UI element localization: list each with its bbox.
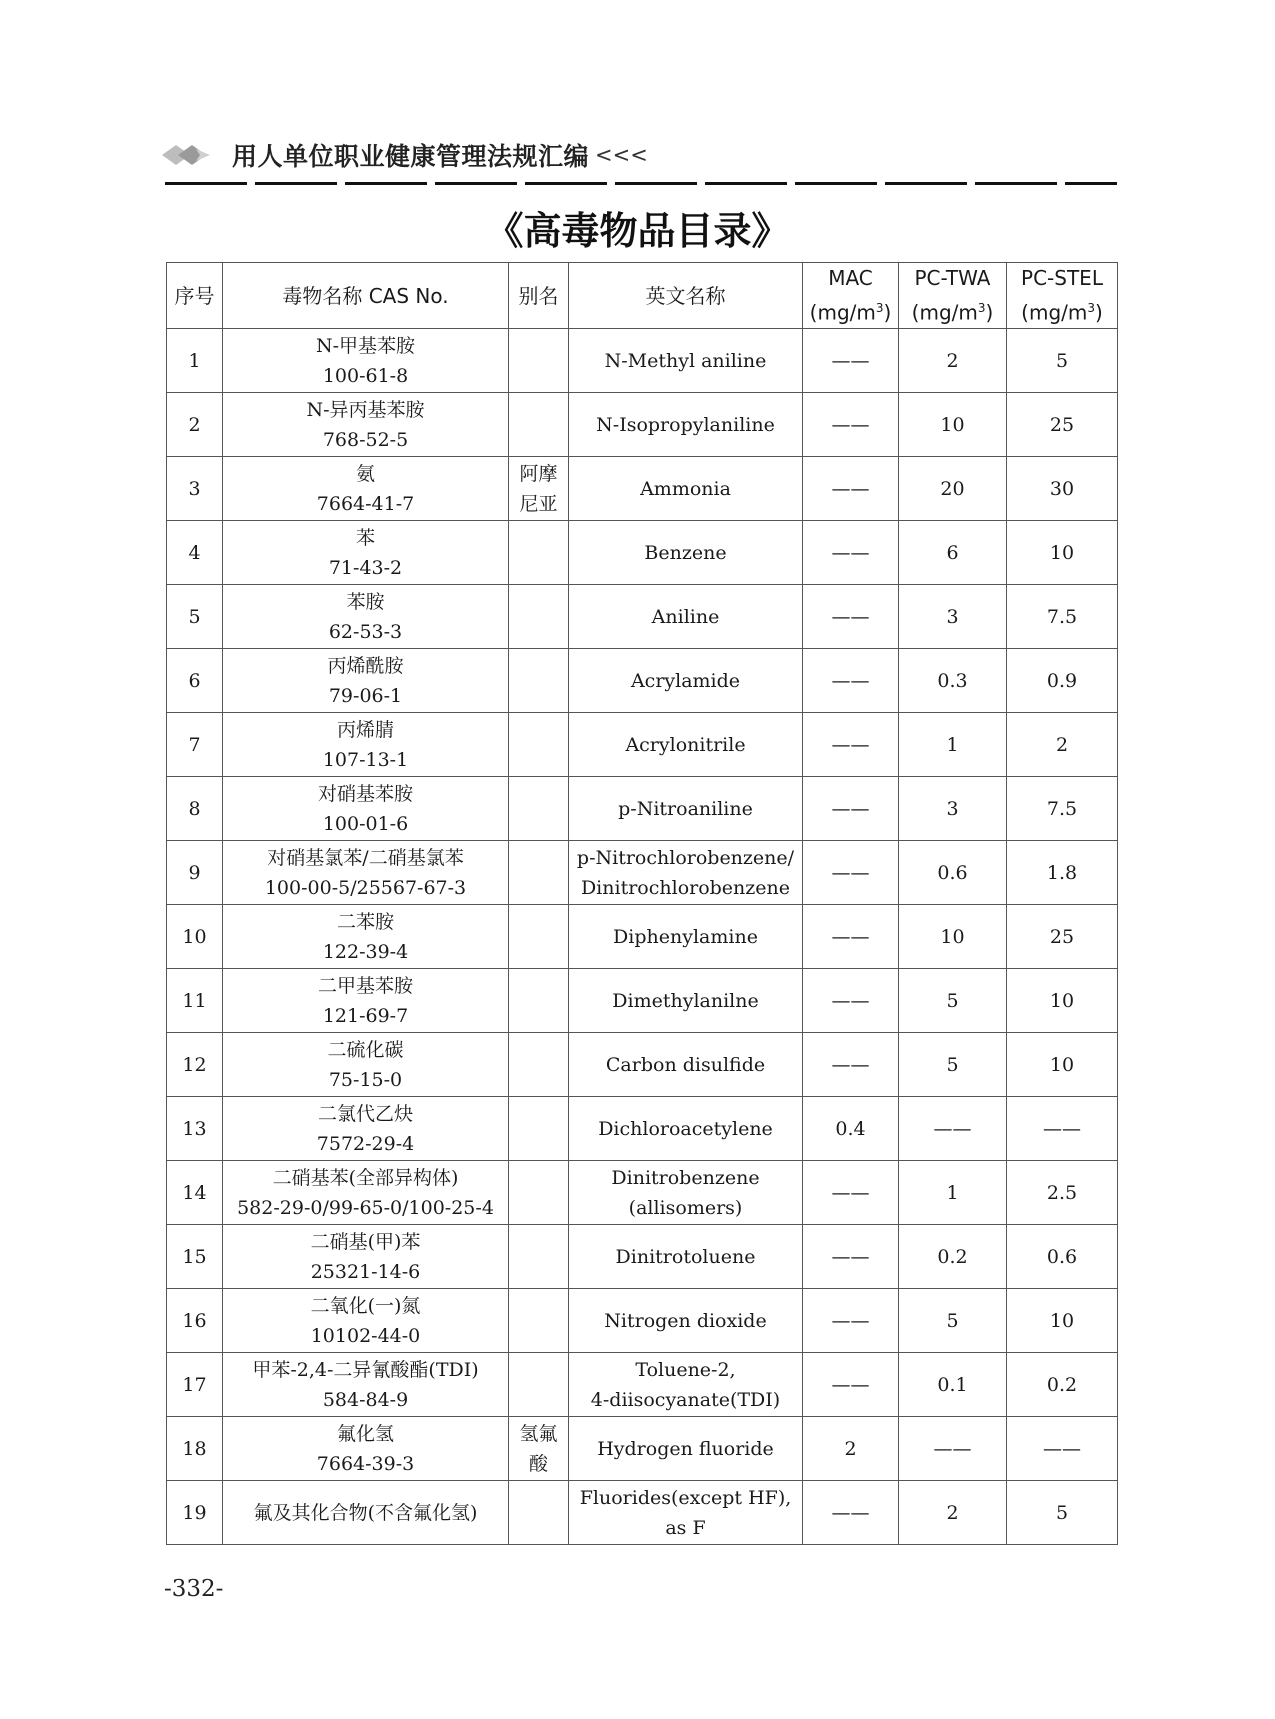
table-row — [167, 1289, 1118, 1353]
cell-seq: 1 — [167, 329, 223, 393]
cell-alias — [509, 777, 569, 841]
cell-name-cas — [223, 841, 509, 905]
cell-alias — [509, 969, 569, 1033]
cell-seq: 16 — [167, 1289, 223, 1353]
cell-english-name — [569, 393, 803, 457]
cas-number: 100-00-5/25567-67-3 — [264, 876, 467, 899]
cell-pc-twa: —— — [899, 1097, 1007, 1161]
cell-pc-stel: —— — [1007, 1417, 1118, 1481]
cell-name-cas — [223, 649, 509, 713]
cell-pc-stel: 10 — [1007, 1033, 1118, 1097]
alias-line: 阿摩 — [519, 462, 558, 485]
cell-pc-stel: 5 — [1007, 1481, 1118, 1545]
cell-english-name — [569, 1289, 803, 1353]
cas-number: 7572-29-4 — [316, 1132, 415, 1155]
cell-alias — [509, 841, 569, 905]
cell-alias — [509, 1225, 569, 1289]
cell-mac: —— — [803, 713, 899, 777]
cell-pc-stel: 7.5 — [1007, 777, 1118, 841]
substance-name: 氟化氢 — [336, 1422, 394, 1445]
cas-number: 122-39-4 — [322, 940, 409, 963]
substance-name: 丙烯酰胺 — [327, 654, 404, 677]
cell-alias — [509, 905, 569, 969]
cell-alias — [509, 329, 569, 393]
table-row — [167, 1353, 1118, 1417]
cell-name-cas — [223, 457, 509, 521]
double-diamond-logo-icon — [160, 142, 222, 168]
english-name-line: Fluorides(except HF), — [579, 1486, 792, 1509]
cell-pc-stel: 10 — [1007, 969, 1118, 1033]
cell-alias — [509, 521, 569, 585]
table-row — [167, 713, 1118, 777]
cell-mac: —— — [803, 1161, 899, 1225]
cell-pc-stel: 30 — [1007, 457, 1118, 521]
english-name-line: Diphenylamine — [613, 925, 758, 948]
page-number: -332- — [164, 1576, 224, 1602]
substance-name: 二氧化(一)氮 — [310, 1294, 421, 1317]
cas-number: 75-15-0 — [328, 1068, 403, 1091]
cas-number: 10102-44-0 — [310, 1324, 421, 1347]
running-header — [160, 137, 648, 173]
english-name-line: Toluene-2, — [635, 1358, 736, 1381]
substance-name: 二甲基苯胺 — [317, 974, 413, 997]
english-name-line: Acrylonitrile — [625, 733, 746, 756]
table-row — [167, 841, 1118, 905]
cell-english-name — [569, 1161, 803, 1225]
cas-number: 7664-39-3 — [316, 1452, 415, 1475]
cell-name-cas — [223, 1097, 509, 1161]
cell-alias — [509, 1289, 569, 1353]
english-name-line: Hydrogen fluoride — [597, 1437, 774, 1460]
cell-english-name — [569, 713, 803, 777]
english-name-line: Nitrogen dioxide — [604, 1309, 767, 1332]
english-name-line: p-Nitroaniline — [618, 797, 753, 820]
cell-pc-stel: 1.8 — [1007, 841, 1118, 905]
english-name-line: as F — [665, 1516, 706, 1539]
cell-mac: —— — [803, 1033, 899, 1097]
cell-alias — [509, 393, 569, 457]
cell-alias — [509, 457, 569, 521]
substance-name: N-甲基苯胺 — [315, 334, 416, 357]
header-mac: MAC $(mg/m^3)$ — [803, 263, 899, 329]
cell-alias — [509, 713, 569, 777]
cas-number: 121-69-7 — [322, 1004, 409, 1027]
table-row — [167, 1225, 1118, 1289]
cell-pc-twa: 0.6 — [899, 841, 1007, 905]
cell-mac: —— — [803, 1225, 899, 1289]
cell-pc-stel: 25 — [1007, 393, 1118, 457]
english-name-line: Aniline — [651, 605, 720, 628]
cell-english-name — [569, 905, 803, 969]
substance-name: 二氯代乙炔 — [317, 1102, 413, 1125]
header-dashed-rule — [165, 182, 1117, 185]
cell-english-name — [569, 329, 803, 393]
toxic-substances-table — [166, 262, 1118, 1545]
cell-pc-twa: 5 — [899, 1289, 1007, 1353]
table-row — [167, 649, 1118, 713]
cell-english-name — [569, 585, 803, 649]
table-row — [167, 969, 1118, 1033]
cell-pc-twa: 2 — [899, 1481, 1007, 1545]
table-row — [167, 1033, 1118, 1097]
cell-mac: —— — [803, 969, 899, 1033]
cas-number: 62-53-3 — [328, 620, 403, 643]
cell-english-name — [569, 457, 803, 521]
cell-seq: 6 — [167, 649, 223, 713]
cell-mac: —— — [803, 585, 899, 649]
cell-pc-twa: 3 — [899, 585, 1007, 649]
cell-english-name — [569, 1353, 803, 1417]
cell-seq: 14 — [167, 1161, 223, 1225]
cell-name-cas — [223, 1289, 509, 1353]
substance-name: 丙烯腈 — [336, 718, 394, 741]
substance-name: 二硫化碳 — [327, 1038, 404, 1061]
cas-number: 100-61-8 — [322, 364, 409, 387]
cell-mac: —— — [803, 649, 899, 713]
cell-pc-twa: 0.1 — [899, 1353, 1007, 1417]
cell-name-cas — [223, 585, 509, 649]
cell-mac: —— — [803, 905, 899, 969]
cell-alias — [509, 1417, 569, 1481]
cas-number: 768-52-5 — [322, 428, 409, 451]
cell-english-name — [569, 1097, 803, 1161]
table-row — [167, 1417, 1118, 1481]
cell-name-cas — [223, 1161, 509, 1225]
cas-number: 107-13-1 — [322, 748, 409, 771]
cell-mac: —— — [803, 457, 899, 521]
cell-pc-twa: 0.2 — [899, 1225, 1007, 1289]
table-header-row — [167, 263, 1118, 329]
cell-name-cas — [223, 1353, 509, 1417]
table-row — [167, 777, 1118, 841]
header-pc-stel: PC-STEL $(mg/m^3)$ — [1007, 263, 1118, 329]
cell-name-cas — [223, 969, 509, 1033]
table-row — [167, 521, 1118, 585]
cell-seq: 11 — [167, 969, 223, 1033]
cell-alias — [509, 1097, 569, 1161]
substance-name: 氟及其化合物(不含氟化氢) — [253, 1501, 478, 1524]
cell-mac: 0.4 — [803, 1097, 899, 1161]
cell-pc-twa: 5 — [899, 1033, 1007, 1097]
cell-pc-twa: 0.3 — [899, 649, 1007, 713]
header-alias: 别名 — [509, 263, 569, 329]
table-row — [167, 1161, 1118, 1225]
cell-seq: 18 — [167, 1417, 223, 1481]
cell-pc-stel: 10 — [1007, 1289, 1118, 1353]
english-name-line: Dichloroacetylene — [598, 1117, 773, 1140]
alias-line: 尼亚 — [519, 492, 558, 515]
cell-pc-stel: 25 — [1007, 905, 1118, 969]
substance-name: 苯 — [355, 526, 375, 549]
cell-mac: —— — [803, 777, 899, 841]
alias-line: 氢氟 — [519, 1422, 558, 1445]
cell-mac: —— — [803, 1481, 899, 1545]
substance-name: 苯胺 — [346, 590, 385, 613]
cell-pc-twa: 20 — [899, 457, 1007, 521]
cell-english-name — [569, 521, 803, 585]
cell-english-name — [569, 1417, 803, 1481]
cas-number: 79-06-1 — [328, 684, 403, 707]
cell-alias — [509, 1161, 569, 1225]
table-row — [167, 1481, 1118, 1545]
cell-english-name — [569, 649, 803, 713]
substance-name: 对硝基氯苯/二硝基氯苯 — [267, 846, 464, 869]
cell-mac: —— — [803, 841, 899, 905]
header-pc-twa: PC-TWA $(mg/m^3)$ — [899, 263, 1007, 329]
running-header-arrows: <<< — [595, 143, 648, 167]
cas-number: 71-43-2 — [328, 556, 403, 579]
cell-seq: 10 — [167, 905, 223, 969]
cell-pc-twa: —— — [899, 1417, 1007, 1481]
substance-name: 对硝基苯胺 — [317, 782, 413, 805]
cell-mac: 2 — [803, 1417, 899, 1481]
cell-name-cas — [223, 905, 509, 969]
english-name-line: (allisomers) — [628, 1196, 743, 1219]
cell-alias — [509, 585, 569, 649]
table-row — [167, 585, 1118, 649]
english-name-line: N-Methyl aniline — [604, 349, 767, 372]
cell-english-name — [569, 1481, 803, 1545]
header-english-name: 英文名称 — [569, 263, 803, 329]
header-name-cas: 毒物名称 CAS No. — [223, 263, 509, 329]
alias-line: 酸 — [528, 1452, 548, 1475]
document-title: 《高毒物品目录》 — [485, 209, 790, 253]
cell-pc-twa: 2 — [899, 329, 1007, 393]
english-name-line: Dinitrochlorobenzene — [580, 876, 791, 899]
table-row — [167, 457, 1118, 521]
cell-pc-twa: 10 — [899, 905, 1007, 969]
english-name-line: Benzene — [644, 541, 727, 564]
cell-english-name — [569, 777, 803, 841]
english-name-line: Dimethylanilne — [612, 989, 759, 1012]
cas-number: 100-01-6 — [322, 812, 409, 835]
cell-mac: —— — [803, 1353, 899, 1417]
cell-pc-twa: 10 — [899, 393, 1007, 457]
cell-seq: 19 — [167, 1481, 223, 1545]
cell-seq: 3 — [167, 457, 223, 521]
cell-pc-stel: 0.9 — [1007, 649, 1118, 713]
cell-seq: 12 — [167, 1033, 223, 1097]
cell-seq: 15 — [167, 1225, 223, 1289]
cell-english-name — [569, 1225, 803, 1289]
english-name-line: N-Isopropylaniline — [596, 413, 775, 436]
substance-name: 甲苯-2,4-二异氰酸酯(TDI) — [252, 1358, 479, 1381]
cell-pc-twa: 1 — [899, 713, 1007, 777]
cell-name-cas — [223, 1225, 509, 1289]
cell-pc-stel: 2 — [1007, 713, 1118, 777]
cell-mac: —— — [803, 521, 899, 585]
cell-pc-twa: 6 — [899, 521, 1007, 585]
substance-name: 二硝基(甲)苯 — [310, 1230, 421, 1253]
english-name-line: Acrylamide — [630, 669, 741, 692]
cell-seq: 5 — [167, 585, 223, 649]
english-name-line: Dinitrobenzene — [611, 1166, 760, 1189]
table-row — [167, 329, 1118, 393]
cell-pc-stel: 10 — [1007, 521, 1118, 585]
cell-pc-stel: 2.5 — [1007, 1161, 1118, 1225]
cell-mac: —— — [803, 393, 899, 457]
cell-name-cas — [223, 521, 509, 585]
cell-pc-stel: —— — [1007, 1097, 1118, 1161]
cell-pc-twa: 5 — [899, 969, 1007, 1033]
cell-name-cas — [223, 1417, 509, 1481]
english-name-line: 4-diisocyanate(TDI) — [590, 1388, 781, 1411]
cell-name-cas — [223, 393, 509, 457]
english-name-line: p-Nitrochlorobenzene/ — [576, 846, 795, 869]
cell-name-cas — [223, 329, 509, 393]
cell-seq: 4 — [167, 521, 223, 585]
cell-pc-stel: 7.5 — [1007, 585, 1118, 649]
cell-pc-stel: 0.2 — [1007, 1353, 1118, 1417]
cell-seq: 2 — [167, 393, 223, 457]
cell-seq: 8 — [167, 777, 223, 841]
cell-alias — [509, 1033, 569, 1097]
table-row — [167, 905, 1118, 969]
cell-seq: 7 — [167, 713, 223, 777]
english-name-line: Carbon disulfide — [605, 1053, 766, 1076]
cell-english-name — [569, 1033, 803, 1097]
substance-name: N-异丙基苯胺 — [306, 398, 425, 421]
cell-english-name — [569, 969, 803, 1033]
cell-seq: 9 — [167, 841, 223, 905]
cell-alias — [509, 649, 569, 713]
cell-pc-twa: 1 — [899, 1161, 1007, 1225]
cell-mac: —— — [803, 1289, 899, 1353]
cell-name-cas — [223, 1481, 509, 1545]
cell-name-cas — [223, 1033, 509, 1097]
cell-pc-stel: 5 — [1007, 329, 1118, 393]
table-row — [167, 1097, 1118, 1161]
cas-number: 7664-41-7 — [316, 492, 415, 515]
substance-name: 氨 — [355, 462, 375, 485]
cell-mac: —— — [803, 329, 899, 393]
cell-alias — [509, 1481, 569, 1545]
substance-name: 二硝基苯(全部异构体) — [272, 1166, 459, 1189]
cas-number: 25321-14-6 — [310, 1260, 421, 1283]
cell-pc-twa: 3 — [899, 777, 1007, 841]
substance-name: 二苯胺 — [336, 910, 394, 933]
cell-alias — [509, 1353, 569, 1417]
cell-name-cas — [223, 713, 509, 777]
cell-seq: 17 — [167, 1353, 223, 1417]
cas-number: 584-84-9 — [322, 1388, 409, 1411]
cell-seq: 13 — [167, 1097, 223, 1161]
running-header-title: 用人单位职业健康管理法规汇编 — [232, 142, 590, 171]
header-seq: 序号 — [167, 263, 223, 329]
cell-pc-stel: 0.6 — [1007, 1225, 1118, 1289]
english-name-line: Ammonia — [640, 477, 731, 500]
cell-english-name — [569, 841, 803, 905]
table-row — [167, 393, 1118, 457]
cell-name-cas — [223, 777, 509, 841]
cas-number: 582-29-0/99-65-0/100-25-4 — [237, 1196, 494, 1219]
english-name-line: Dinitrotoluene — [615, 1245, 756, 1268]
